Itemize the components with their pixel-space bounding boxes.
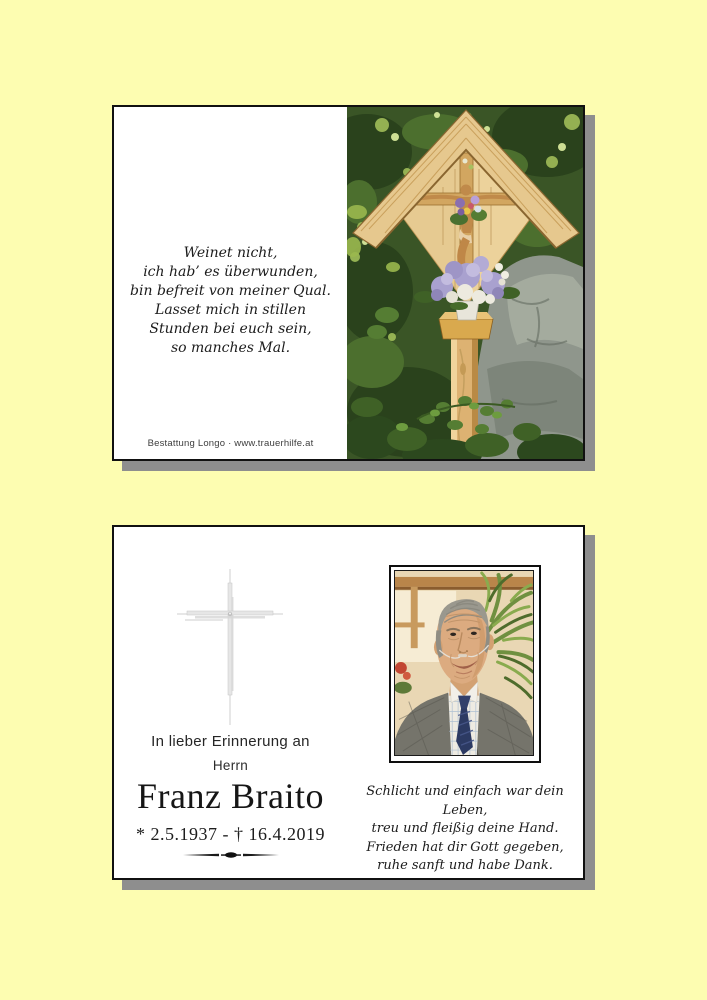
portrait-photo [394,570,534,756]
life-dates: * 2.5.1937 - † 16.4.2019 [136,824,325,844]
poem-line: Stunden bei euch sein, [149,321,312,337]
wayside-cross-photo-illustration [347,107,583,459]
deceased-name: Franz Braito [137,776,324,816]
front-text-panel [114,107,347,459]
poem-line: Schlicht und einfach war dein Leben, [366,784,564,818]
poem-line: Lasset mich in stillen [155,302,306,318]
flourish-divider-icon [183,850,279,860]
portrait-frame [389,565,541,763]
poem-line: so manches Mal. [170,340,291,356]
poem-line: Frieden hat dir Gott gegeben, [366,839,564,855]
poem-line: ich hab’ es überwunden, [143,264,318,280]
memorial-card-inside [112,525,585,880]
funeral-home-credit: Bestattung Longo · www.trauerhilfe.at [147,438,314,449]
salutation: Herrn [212,758,249,773]
prayer-card-front [112,105,585,461]
portrait-photo-illustration [395,571,533,755]
poem-line: ruhe sanft und habe Dank. [377,858,553,873]
front-poem [114,244,347,358]
embossed-cross-icon [165,567,295,727]
condolence-poem [347,783,583,876]
poem-line: Weinet nicht, [183,245,278,261]
wayside-cross-photo [347,107,583,459]
memorial-text-panel [114,527,347,878]
poem-line: bin befreit von meiner Qual. [130,283,331,299]
poem-line: treu und fleißig deine Hand. [371,821,559,836]
portrait-panel [347,527,583,878]
memorial-intro: In lieber Erinnerung an [151,733,310,750]
